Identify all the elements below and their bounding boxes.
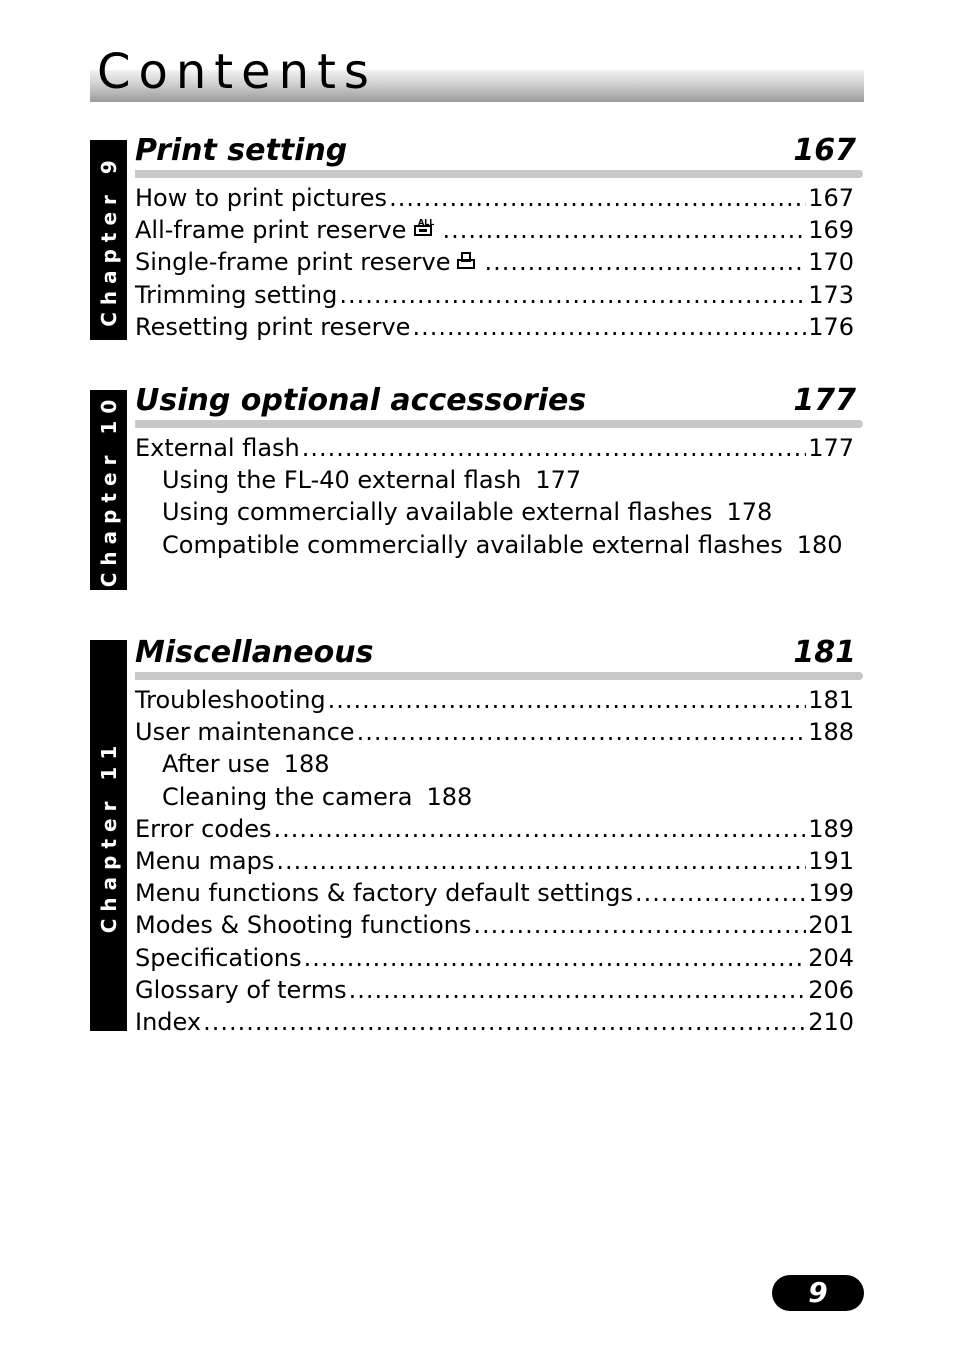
toc-entry-page: 191 [808, 846, 854, 875]
toc-entry-label: Trimming setting [135, 280, 338, 309]
toc-entry-label: Single-frame print reserve [135, 248, 451, 277]
toc-entry[interactable] [135, 845, 863, 877]
toc-entry[interactable] [135, 909, 863, 941]
toc-entry-page: 170 [808, 248, 854, 277]
section-page: 181 [793, 635, 856, 670]
section-rule [135, 170, 863, 178]
toc-entry-label: Compatible commercially available external flashes [162, 530, 783, 559]
toc-entry-page: 204 [808, 943, 854, 972]
svg-text:ALL: ALL [418, 218, 435, 228]
toc-entry[interactable] [135, 813, 863, 845]
toc-entry-label: Resetting print reserve [135, 312, 411, 341]
toc-entry-label: Menu maps [135, 846, 275, 875]
chapter-tab-11 [90, 640, 127, 1031]
chapter-tab-10 [90, 390, 127, 590]
toc-entry-label: Glossary of terms [135, 975, 347, 1004]
toc-entry[interactable] [135, 1006, 863, 1038]
section-page: 167 [793, 133, 856, 168]
section-heading [135, 134, 863, 170]
toc-entry-page: 189 [808, 814, 854, 843]
toc-entry-page: 206 [808, 975, 854, 1004]
toc-entry-label: Specifications [135, 943, 302, 972]
dot-leader [389, 182, 806, 214]
toc-entry-page: 173 [808, 280, 854, 309]
toc-entry-label: Error codes [135, 814, 272, 843]
dot-leader [276, 845, 806, 877]
toc-entry-page: 199 [808, 879, 854, 908]
toc-entry-page: 177 [535, 466, 582, 495]
dot-leader [274, 813, 807, 845]
toc-entry[interactable] [135, 529, 863, 561]
toc-entry-page: 188 [283, 750, 330, 779]
toc-entry-page: 169 [808, 216, 854, 245]
chapter-tab-9 [90, 140, 127, 340]
toc-entry[interactable] [135, 496, 863, 528]
toc-entry-label: Modes & Shooting functions [135, 911, 472, 940]
toc-entry[interactable] [135, 311, 863, 343]
toc-entry-label: After use [162, 750, 270, 779]
dot-leader [635, 877, 806, 909]
dot-leader [328, 684, 807, 716]
section-title: Using optional accessories [135, 383, 587, 418]
toc-entry[interactable] [135, 432, 863, 464]
section-rule [135, 672, 863, 680]
toc-entry-label: External flash [135, 434, 300, 462]
toc-entry-page: 176 [808, 312, 854, 341]
section-page: 177 [793, 383, 856, 418]
dot-leader [412, 311, 806, 343]
section-title: Print setting [135, 133, 348, 168]
toc-entry[interactable] [135, 877, 863, 909]
toc-entry-label: All-frame print reserve [135, 216, 407, 245]
dot-leader [357, 716, 807, 748]
section-title: Miscellaneous [135, 635, 374, 670]
single-frame-print-icon [456, 246, 476, 278]
toc-entry-label: Using the FL-40 external flash [162, 466, 522, 495]
dot-leader [484, 246, 806, 278]
toc-list [135, 182, 863, 343]
toc-list [135, 684, 863, 1038]
toc-entry-page: 210 [808, 1007, 854, 1036]
toc-entry-page: 178 [726, 498, 773, 527]
toc-entry-label: User maintenance [135, 718, 355, 747]
section-optional-accessories [135, 384, 863, 561]
toc-entry-label: How to print pictures [135, 184, 388, 212]
toc-list [135, 432, 863, 561]
toc-entry-label: Index [135, 1007, 202, 1036]
dot-leader [473, 909, 806, 941]
chapter-label: Chapter 11 [96, 738, 121, 933]
toc-entry-page: 201 [808, 911, 854, 940]
section-heading [135, 384, 863, 420]
toc-entry-page: 180 [796, 530, 843, 559]
toc-entry[interactable] [135, 781, 863, 813]
toc-entry-page: 167 [808, 184, 854, 212]
toc-entry-label: Using commercially available external flashes [162, 498, 713, 527]
all-frame-print-icon [412, 214, 434, 246]
toc-entry[interactable] [135, 974, 863, 1006]
page-number-badge: 9 [772, 1275, 864, 1311]
toc-entry-page: 177 [808, 434, 854, 462]
dot-leader [203, 1006, 806, 1038]
section-miscellaneous [135, 636, 863, 1038]
toc-entry-label: Troubleshooting [135, 686, 326, 714]
dot-leader [302, 432, 806, 464]
toc-entry[interactable] [135, 214, 863, 246]
toc-entry[interactable] [135, 464, 863, 496]
toc-entry-page: 181 [808, 686, 854, 714]
page-title: Contents [97, 44, 377, 100]
chapter-label: Chapter 10 [96, 392, 121, 588]
toc-entry[interactable] [135, 942, 863, 974]
toc-entry-label: Cleaning the camera [162, 782, 413, 811]
section-heading [135, 636, 863, 672]
section-rule [135, 420, 863, 428]
section-print-setting [135, 134, 863, 343]
toc-entry[interactable] [135, 684, 863, 716]
toc-entry[interactable] [135, 748, 863, 780]
toc-entry-page: 188 [426, 782, 473, 811]
toc-entry[interactable] [135, 246, 863, 278]
dot-leader [304, 942, 807, 974]
toc-entry[interactable] [135, 716, 863, 748]
dot-leader [349, 974, 807, 1006]
toc-entry-page: 188 [808, 718, 854, 747]
dot-leader [442, 214, 806, 246]
chapter-label: Chapter 9 [96, 153, 121, 327]
toc-entry[interactable] [135, 182, 863, 214]
dot-leader [339, 279, 806, 311]
toc-entry-label: Menu functions & factory default settings [135, 879, 633, 908]
toc-entry[interactable] [135, 279, 863, 311]
